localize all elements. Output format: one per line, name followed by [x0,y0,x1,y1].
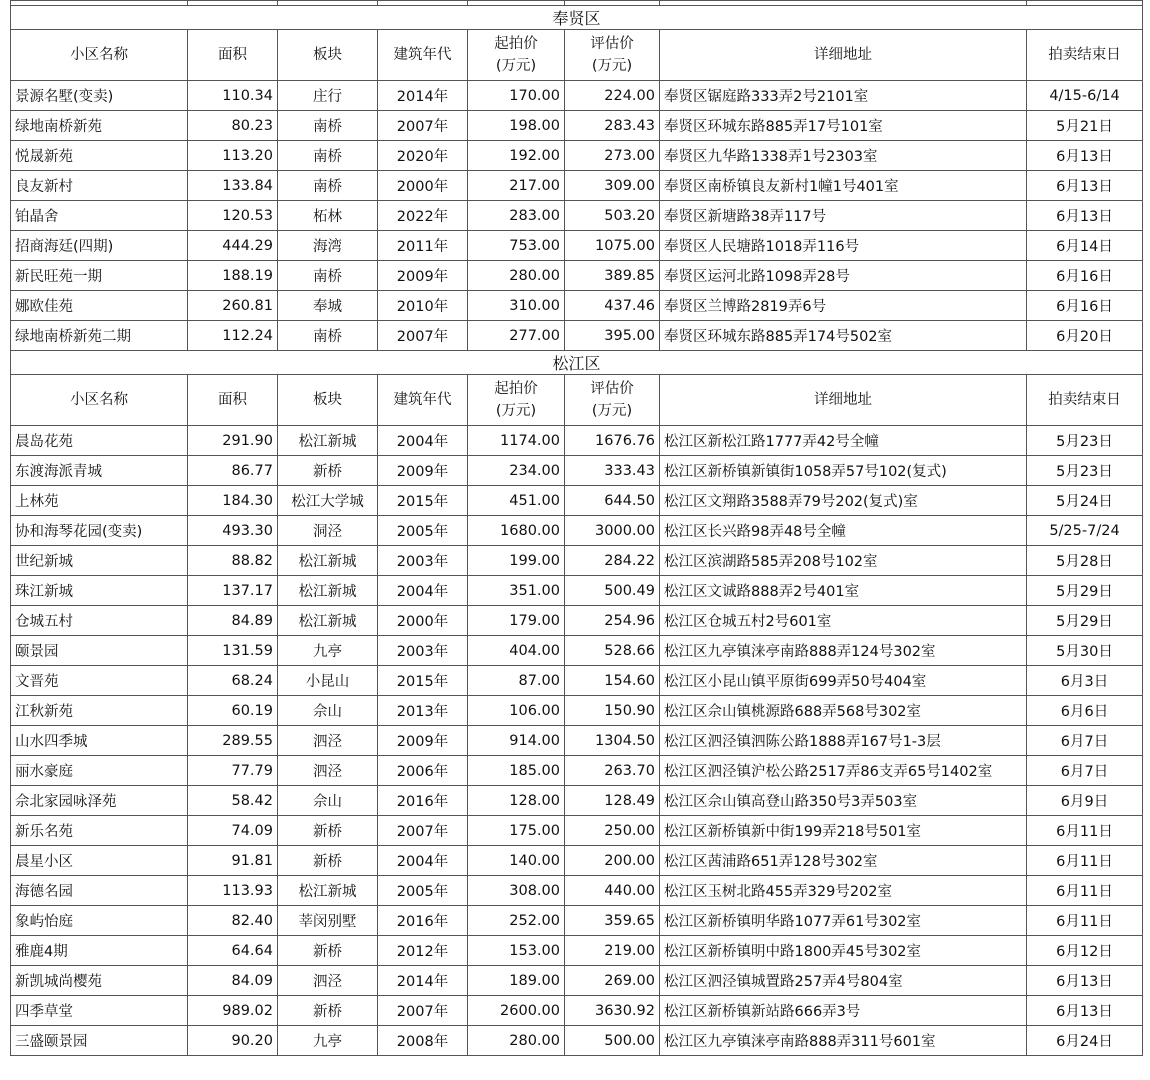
table-cell: 359.65 [565,906,660,936]
table-cell: 奉贤区南桥镇良友新村1幢1号401室 [660,171,1027,201]
table-cell: 189.00 [468,966,565,996]
table-cell: 6月14日 [1027,231,1143,261]
table-cell: 6月13日 [1027,141,1143,171]
table-row [11,846,1143,876]
column-header-row [11,30,1143,81]
table-cell: 1174.00 [468,426,565,456]
table-cell: 252.00 [468,906,565,936]
table-cell: 松江区茜浦路651弄128号302室 [660,846,1027,876]
table-cell: 60.19 [188,696,278,726]
table-row [11,291,1143,321]
table-cell: 文晋苑 [11,666,188,696]
table-cell: 铂晶舍 [11,201,188,231]
table-cell: 84.89 [188,606,278,636]
table-cell: 2016年 [378,786,468,816]
table-cell: 2004年 [378,846,468,876]
table-cell: 644.50 [565,486,660,516]
table-cell: 5月23日 [1027,426,1143,456]
table-cell: 5月23日 [1027,456,1143,486]
table-row [11,786,1143,816]
table-cell: 南桥 [278,141,378,171]
table-cell: 松江大学城 [278,486,378,516]
table-cell: 2014年 [378,81,468,111]
table-cell: 景源名墅(变卖) [11,81,188,111]
table-cell: 395.00 [565,321,660,351]
table-cell: 悦晟新苑 [11,141,188,171]
table-cell: 131.59 [188,636,278,666]
table-cell: 6月7日 [1027,756,1143,786]
table-cell: 224.00 [565,81,660,111]
table-cell: 奉城 [278,291,378,321]
table-row [11,576,1143,606]
table-cell: 528.66 [565,636,660,666]
table-cell: 松江区玉树北路455弄329号202室 [660,876,1027,906]
table-cell: 松江区文诚路888弄2号401室 [660,576,1027,606]
table-cell: 南桥 [278,111,378,141]
district-title: 松江区 [11,351,1143,375]
table-cell: 6月16日 [1027,261,1143,291]
table-cell: 500.49 [565,576,660,606]
table-cell: 68.24 [188,666,278,696]
table-cell: 86.77 [188,456,278,486]
table-cell: 松江区泗泾镇城置路257弄4号804室 [660,966,1027,996]
table-cell: 500.00 [565,1026,660,1056]
table-cell: 5月28日 [1027,546,1143,576]
table-cell: 南桥 [278,171,378,201]
table-cell: 284.22 [565,546,660,576]
table-cell: 南桥 [278,321,378,351]
table-cell: 64.64 [188,936,278,966]
table-cell: 283.43 [565,111,660,141]
table-cell: 松江区长兴路98弄48号全幢 [660,516,1027,546]
table-cell: 松江区文翔路3588弄79号202(复式)室 [660,486,1027,516]
table-cell: 77.79 [188,756,278,786]
column-header: 板块 [278,30,378,81]
table-cell: 绿地南桥新苑二期 [11,321,188,351]
table-cell: 6月16日 [1027,291,1143,321]
table-cell: 1075.00 [565,231,660,261]
table-cell: 6月7日 [1027,726,1143,756]
table-cell: 493.30 [188,516,278,546]
table-cell: 110.34 [188,81,278,111]
table-cell: 莘闵别墅 [278,906,378,936]
table-cell: 90.20 [188,1026,278,1056]
table-cell: 新桥 [278,936,378,966]
district-header-row [11,351,1143,375]
table-cell: 260.81 [188,291,278,321]
table-cell: 140.00 [468,846,565,876]
table-cell: 234.00 [468,456,565,486]
table-cell: 192.00 [468,141,565,171]
column-header: 小区名称 [11,30,188,81]
table-cell: 庄行 [278,81,378,111]
column-header: 拍卖结束日 [1027,30,1143,81]
table-cell: 松江区小昆山镇平原街699弄50号404室 [660,666,1027,696]
table-cell: 5月24日 [1027,486,1143,516]
column-header: 评估价 (万元) [565,375,660,426]
table-row [11,231,1143,261]
table-cell: 6月13日 [1027,966,1143,996]
table-cell: 269.00 [565,966,660,996]
table-cell: 2007年 [378,111,468,141]
table-cell: 80.23 [188,111,278,141]
table-cell: 112.24 [188,321,278,351]
auction-table [10,0,1143,1056]
district-header-row [11,6,1143,30]
table-cell: 2009年 [378,456,468,486]
table-cell: 88.82 [188,546,278,576]
table-cell: 6月24日 [1027,1026,1143,1056]
table-cell: 291.90 [188,426,278,456]
table-row [11,936,1143,966]
table-cell: 175.00 [468,816,565,846]
table-row [11,666,1143,696]
table-row [11,876,1143,906]
table-cell: 奉贤区环城东路885弄17号101室 [660,111,1027,141]
table-cell: 奉贤区运河北路1098弄28号 [660,261,1027,291]
table-cell: 松江区滨湖路585弄208号102室 [660,546,1027,576]
column-header: 起拍价 (万元) [468,375,565,426]
table-row [11,996,1143,1026]
table-row [11,81,1143,111]
table-cell: 137.17 [188,576,278,606]
table-row [11,636,1143,666]
table-cell: 世纪新城 [11,546,188,576]
table-row [11,201,1143,231]
table-cell: 198.00 [468,111,565,141]
column-header: 起拍价 (万元) [468,30,565,81]
column-header-row [11,375,1143,426]
table-cell: 2022年 [378,201,468,231]
table-cell: 奉贤区新塘路38弄117号 [660,201,1027,231]
table-cell: 4/15-6/14 [1027,81,1143,111]
table-cell: 新乐名苑 [11,816,188,846]
table-cell: 松江区仓城五村2号601室 [660,606,1027,636]
table-cell: 263.70 [565,756,660,786]
table-cell: 柘林 [278,201,378,231]
column-header: 面积 [188,375,278,426]
table-cell: 奉贤区兰博路2819弄6号 [660,291,1027,321]
table-cell: 松江新城 [278,426,378,456]
table-cell: 松江区九亭镇涞亭南路888弄124号302室 [660,636,1027,666]
table-cell: 128.49 [565,786,660,816]
table-cell: 2008年 [378,1026,468,1056]
table-cell: 200.00 [565,846,660,876]
table-cell: 113.20 [188,141,278,171]
table-cell: 泗泾 [278,726,378,756]
column-header: 建筑年代 [378,375,468,426]
table-row [11,696,1143,726]
table-cell: 晨岛花苑 [11,426,188,456]
table-cell: 179.00 [468,606,565,636]
table-cell: 新桥 [278,846,378,876]
table-cell: 5月29日 [1027,576,1143,606]
table-cell: 颐景园 [11,636,188,666]
table-cell: 新凯城尚樱苑 [11,966,188,996]
table-cell: 小昆山 [278,666,378,696]
table-cell: 松江新城 [278,576,378,606]
table-cell: 389.85 [565,261,660,291]
table-cell: 280.00 [468,1026,565,1056]
table-row [11,966,1143,996]
table-cell: 6月20日 [1027,321,1143,351]
table-cell: 松江新城 [278,606,378,636]
table-cell: 2012年 [378,936,468,966]
table-cell: 2007年 [378,816,468,846]
table-cell: 87.00 [468,666,565,696]
table-cell: 2009年 [378,261,468,291]
table-cell: 82.40 [188,906,278,936]
table-cell: 153.00 [468,936,565,966]
table-cell: 松江区新桥镇新镇街1058弄57号102(复式) [660,456,1027,486]
table-cell: 5月30日 [1027,636,1143,666]
table-cell: 6月13日 [1027,171,1143,201]
table-cell: 松江区新桥镇新中街199弄218号501室 [660,816,1027,846]
table-cell: 6月13日 [1027,996,1143,1026]
table-cell: 1680.00 [468,516,565,546]
table-cell: 海湾 [278,231,378,261]
table-cell: 150.90 [565,696,660,726]
table-cell: 2011年 [378,231,468,261]
district-title: 奉贤区 [11,6,1143,30]
table-cell: 上林苑 [11,486,188,516]
column-header: 小区名称 [11,375,188,426]
table-cell: 松江区九亭镇涞亭南路888弄311号601室 [660,1026,1027,1056]
table-cell: 娜欧佳苑 [11,291,188,321]
table-cell: 1304.50 [565,726,660,756]
table-cell: 6月13日 [1027,201,1143,231]
table-cell: 2004年 [378,576,468,606]
table-cell: 佘山 [278,786,378,816]
table-cell: 351.00 [468,576,565,606]
table-cell: 289.55 [188,726,278,756]
table-row [11,606,1143,636]
table-row [11,456,1143,486]
table-cell: 三盛颐景园 [11,1026,188,1056]
table-cell: 6月11日 [1027,816,1143,846]
table-cell: 503.20 [565,201,660,231]
table-cell: 佘山 [278,696,378,726]
table-cell: 6月12日 [1027,936,1143,966]
table-cell: 新桥 [278,456,378,486]
table-cell: 松江区佘山镇高登山路350号3弄503室 [660,786,1027,816]
table-cell: 九亭 [278,1026,378,1056]
table-cell: 170.00 [468,81,565,111]
column-header: 评估价 (万元) [565,30,660,81]
table-cell: 晨星小区 [11,846,188,876]
table-cell: 佘北家园咏泽苑 [11,786,188,816]
table-cell: 84.09 [188,966,278,996]
table-row [11,171,1143,201]
table-cell: 2007年 [378,321,468,351]
table-cell: 雅鹿4期 [11,936,188,966]
table-cell: 2007年 [378,996,468,1026]
table-cell: 2005年 [378,516,468,546]
table-cell: 2600.00 [468,996,565,1026]
table-row [11,141,1143,171]
table-cell: 404.00 [468,636,565,666]
table-cell: 丽水豪庭 [11,756,188,786]
table-cell: 松江区佘山镇桃源路688弄568号302室 [660,696,1027,726]
table-cell: 2013年 [378,696,468,726]
table-cell: 招商海廷(四期) [11,231,188,261]
table-cell: 437.46 [565,291,660,321]
table-cell: 松江区新松江路1777弄42号全幢 [660,426,1027,456]
table-cell: 133.84 [188,171,278,201]
table-cell: 山水四季城 [11,726,188,756]
table-cell: 273.00 [565,141,660,171]
table-cell: 310.00 [468,291,565,321]
table-cell: 277.00 [468,321,565,351]
column-header: 板块 [278,375,378,426]
table-cell: 奉贤区九华路1338弄1号2303室 [660,141,1027,171]
table-cell: 2010年 [378,291,468,321]
table-cell: 2014年 [378,966,468,996]
table-cell: 6月11日 [1027,846,1143,876]
table-cell: 松江区泗泾镇沪松公路2517弄86支弄65号1402室 [660,756,1027,786]
table-cell: 2003年 [378,636,468,666]
table-cell: 松江区新桥镇明华路1077弄61号302室 [660,906,1027,936]
table-cell: 良友新村 [11,171,188,201]
table-cell: 6月11日 [1027,906,1143,936]
table-cell: 泗泾 [278,966,378,996]
table-cell: 254.96 [565,606,660,636]
table-cell: 91.81 [188,846,278,876]
table-row [11,111,1143,141]
table-cell: 106.00 [468,696,565,726]
table-cell: 128.00 [468,786,565,816]
table-cell: 440.00 [565,876,660,906]
table-cell: 松江新城 [278,876,378,906]
table-cell: 江秋新苑 [11,696,188,726]
table-cell: 74.09 [188,816,278,846]
table-row [11,1026,1143,1056]
table-cell: 58.42 [188,786,278,816]
table-cell: 219.00 [565,936,660,966]
column-header: 拍卖结束日 [1027,375,1143,426]
table-cell: 309.00 [565,171,660,201]
table-cell: 四季草堂 [11,996,188,1026]
table-row [11,816,1143,846]
table-cell: 113.93 [188,876,278,906]
table-cell: 6月3日 [1027,666,1143,696]
table-cell: 2004年 [378,426,468,456]
table-row [11,321,1143,351]
table-cell: 283.00 [468,201,565,231]
table-cell: 308.00 [468,876,565,906]
table-cell: 2006年 [378,756,468,786]
table-cell: 914.00 [468,726,565,756]
table-cell: 2000年 [378,606,468,636]
table-row [11,546,1143,576]
table-cell: 协和海琴花园(变卖) [11,516,188,546]
table-cell: 新桥 [278,996,378,1026]
table-cell: 2003年 [378,546,468,576]
table-cell: 2000年 [378,171,468,201]
table-cell: 绿地南桥新苑 [11,111,188,141]
table-cell: 珠江新城 [11,576,188,606]
table-cell: 新民旺苑一期 [11,261,188,291]
table-cell: 2009年 [378,726,468,756]
table-cell: 东渡海派青城 [11,456,188,486]
table-cell: 989.02 [188,996,278,1026]
table-cell: 奉贤区环城东路885弄174号502室 [660,321,1027,351]
table-row [11,516,1143,546]
column-header: 详细地址 [660,30,1027,81]
table-cell: 仓城五村 [11,606,188,636]
table-cell: 新桥 [278,816,378,846]
table-cell: 松江区新桥镇明中路1800弄45号302室 [660,936,1027,966]
table-cell: 333.43 [565,456,660,486]
table-cell: 2005年 [378,876,468,906]
table-row [11,261,1143,291]
table-cell: 451.00 [468,486,565,516]
table-cell: 奉贤区锯庭路333弄2号2101室 [660,81,1027,111]
table-cell: 2015年 [378,486,468,516]
table-cell: 184.30 [188,486,278,516]
table-cell: 2016年 [378,906,468,936]
column-header: 面积 [188,30,278,81]
table-cell: 199.00 [468,546,565,576]
column-header: 详细地址 [660,375,1027,426]
table-cell: 185.00 [468,756,565,786]
table-cell: 444.29 [188,231,278,261]
table-cell: 753.00 [468,231,565,261]
table-cell: 九亭 [278,636,378,666]
table-row [11,426,1143,456]
table-row [11,486,1143,516]
table-cell: 松江区新桥镇新站路666弄3号 [660,996,1027,1026]
table-cell: 1676.76 [565,426,660,456]
column-header: 建筑年代 [378,30,468,81]
table-cell: 奉贤区人民塘路1018弄116号 [660,231,1027,261]
table-cell: 象屿怡庭 [11,906,188,936]
table-cell: 松江区泗泾镇泗陈公路1888弄167号1-3层 [660,726,1027,756]
table-cell: 洞泾 [278,516,378,546]
table-cell: 南桥 [278,261,378,291]
table-cell: 3000.00 [565,516,660,546]
table-cell: 6月11日 [1027,876,1143,906]
table-row [11,726,1143,756]
table-cell: 松江新城 [278,546,378,576]
table-cell: 217.00 [468,171,565,201]
table-cell: 泗泾 [278,756,378,786]
table-cell: 188.19 [188,261,278,291]
table-row [11,756,1143,786]
table-cell: 154.60 [565,666,660,696]
table-cell: 250.00 [565,816,660,846]
table-cell: 120.53 [188,201,278,231]
table-cell: 280.00 [468,261,565,291]
table-cell: 海德名园 [11,876,188,906]
table-cell: 3630.92 [565,996,660,1026]
table-cell: 5/25-7/24 [1027,516,1143,546]
table-cell: 5月21日 [1027,111,1143,141]
table-cell: 6月9日 [1027,786,1143,816]
table-cell: 5月29日 [1027,606,1143,636]
table-cell: 2020年 [378,141,468,171]
table-row [11,906,1143,936]
table-cell: 6月6日 [1027,696,1143,726]
table-cell: 2015年 [378,666,468,696]
